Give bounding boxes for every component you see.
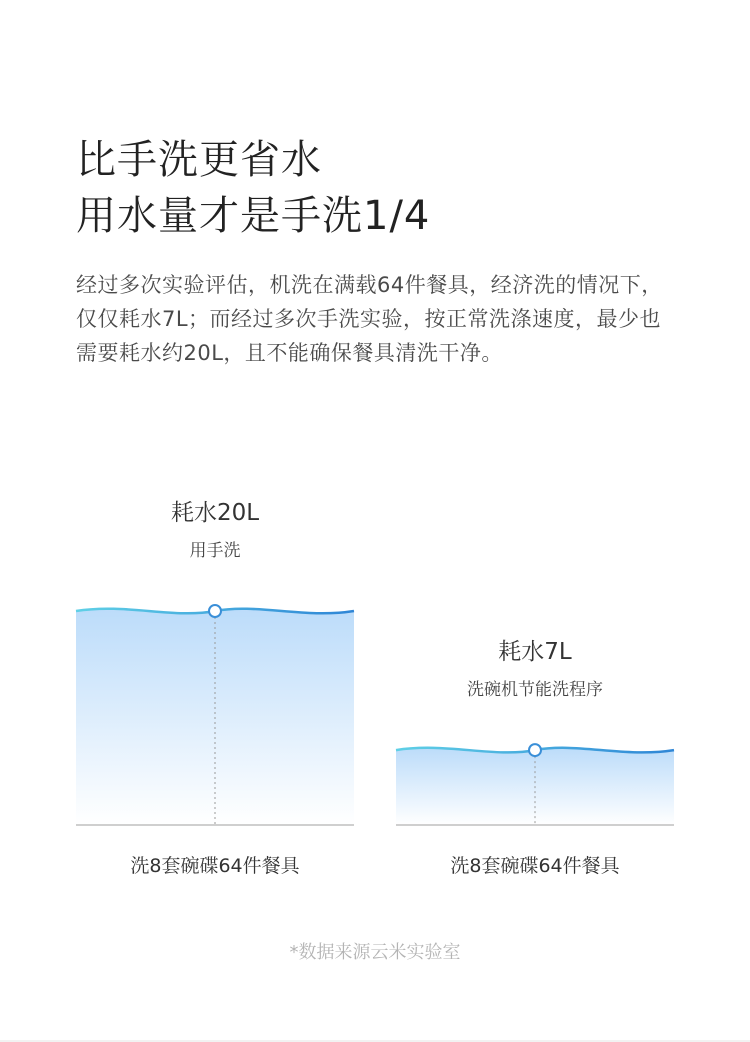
bar-caption-hand-wash: 洗8套碗碟64件餐具 — [130, 855, 300, 877]
bar-category-label-hand-wash: 用手洗 — [189, 541, 241, 561]
bar-caption-dishwasher: 洗8套碗碟64件餐具 — [450, 855, 620, 877]
bar-marker-dot-dishwasher — [529, 744, 541, 756]
headline-line-2: 用水量才是手洗1/4 — [76, 193, 431, 239]
bar-marker-dot-hand-wash — [209, 605, 221, 617]
headline-line-1: 比手洗更省水 — [76, 137, 322, 183]
bar-category-label-dishwasher: 洗碗机节能洗程序 — [467, 680, 603, 701]
description-paragraph: 经过多次实验评估，机洗在满载64件餐具，经济洗的情况下，仅仅耗水7L；而经过多次手洗实验，按正常洗涤速度，最少也需要耗水约20L，且不能确保餐具清洗干净。 — [76, 273, 663, 365]
data-source-footnote: *数据来源云米实验室 — [289, 942, 461, 963]
bar-value-label-dishwasher: 耗水7L — [498, 639, 572, 666]
bar-value-label-hand-wash: 耗水20L — [170, 500, 260, 526]
